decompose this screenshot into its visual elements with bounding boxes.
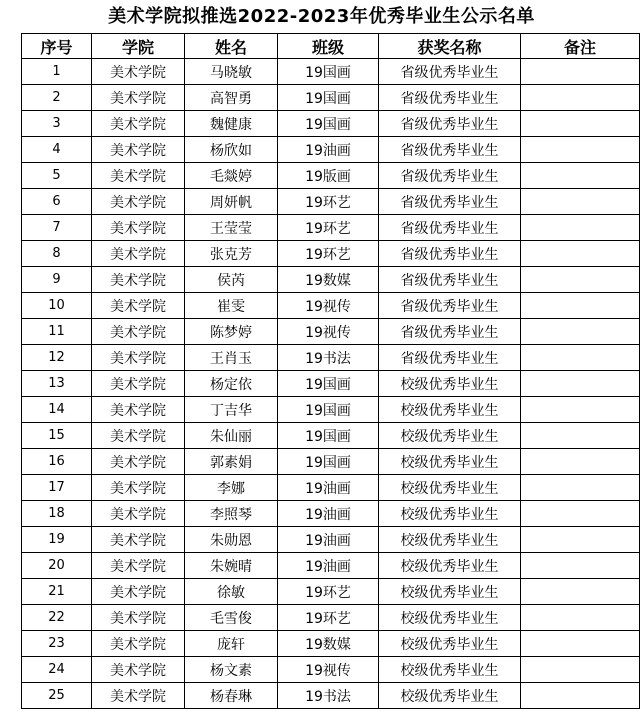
cell-name[interactable]: 朱婉晴: [185, 553, 278, 579]
cell-no[interactable]: 6: [22, 189, 92, 215]
cell-note[interactable]: [521, 553, 640, 579]
cell-no[interactable]: 17: [22, 475, 92, 501]
cell-note[interactable]: [521, 449, 640, 475]
cell-no[interactable]: 7: [22, 215, 92, 241]
cell-note[interactable]: [521, 215, 640, 241]
cell-note[interactable]: [521, 657, 640, 683]
cell-award[interactable]: 校级优秀毕业生: [379, 605, 521, 631]
cell-class[interactable]: 19国画: [278, 449, 379, 475]
cell-no[interactable]: 3: [22, 111, 92, 137]
cell-college[interactable]: 美术学院: [92, 189, 185, 215]
cell-name[interactable]: 侯芮: [185, 267, 278, 293]
cell-class[interactable]: 19国画: [278, 59, 379, 85]
cell-award[interactable]: 校级优秀毕业生: [379, 579, 521, 605]
cell-college[interactable]: 美术学院: [92, 371, 185, 397]
cell-college[interactable]: 美术学院: [92, 345, 185, 371]
cell-note[interactable]: [521, 475, 640, 501]
cell-award[interactable]: 省级优秀毕业生: [379, 137, 521, 163]
cell-college[interactable]: 美术学院: [92, 293, 185, 319]
cell-name[interactable]: 杨定依: [185, 371, 278, 397]
cell-class[interactable]: 19数媒: [278, 631, 379, 657]
table-row: [22, 501, 640, 527]
cell-note[interactable]: [521, 371, 640, 397]
cell-name[interactable]: 周妍帆: [185, 189, 278, 215]
cell-name[interactable]: 毛雪俊: [185, 605, 278, 631]
cell-class[interactable]: 19版画: [278, 163, 379, 189]
cell-award[interactable]: 省级优秀毕业生: [379, 85, 521, 111]
header-class: 班级: [278, 34, 379, 59]
cell-note[interactable]: [521, 501, 640, 527]
cell-college[interactable]: 美术学院: [92, 397, 185, 423]
cell-no[interactable]: 24: [22, 657, 92, 683]
cell-class[interactable]: 19国画: [278, 423, 379, 449]
cell-award[interactable]: 省级优秀毕业生: [379, 241, 521, 267]
cell-award[interactable]: 省级优秀毕业生: [379, 59, 521, 85]
cell-college[interactable]: 美术学院: [92, 631, 185, 657]
cell-class[interactable]: 19视传: [278, 293, 379, 319]
cell-note[interactable]: [521, 579, 640, 605]
table-row: [22, 475, 640, 501]
table-row: [22, 215, 640, 241]
table-row: [22, 527, 640, 553]
cell-award[interactable]: 省级优秀毕业生: [379, 267, 521, 293]
table-row: [22, 59, 640, 85]
cell-class[interactable]: 19油画: [278, 501, 379, 527]
table-row: [22, 397, 640, 423]
table-row: [22, 241, 640, 267]
cell-college[interactable]: 美术学院: [92, 605, 185, 631]
cell-college[interactable]: 美术学院: [92, 423, 185, 449]
table-row: [22, 605, 640, 631]
cell-note[interactable]: [521, 189, 640, 215]
cell-name[interactable]: 陈梦婷: [185, 319, 278, 345]
cell-name[interactable]: 李照琴: [185, 501, 278, 527]
cell-name[interactable]: 李娜: [185, 475, 278, 501]
cell-award[interactable]: 校级优秀毕业生: [379, 475, 521, 501]
table-row: [22, 267, 640, 293]
cell-note[interactable]: [521, 319, 640, 345]
table-row: [22, 371, 640, 397]
cell-note[interactable]: [521, 241, 640, 267]
cell-no[interactable]: 18: [22, 501, 92, 527]
cell-college[interactable]: 美术学院: [92, 111, 185, 137]
cell-no[interactable]: 16: [22, 449, 92, 475]
cell-note[interactable]: [521, 59, 640, 85]
cell-name[interactable]: 王莹莹: [185, 215, 278, 241]
cell-no[interactable]: 14: [22, 397, 92, 423]
cell-no[interactable]: 11: [22, 319, 92, 345]
table-row: [22, 163, 640, 189]
cell-no[interactable]: 15: [22, 423, 92, 449]
cell-class[interactable]: 19环艺: [278, 189, 379, 215]
cell-college[interactable]: 美术学院: [92, 59, 185, 85]
cell-name[interactable]: 丁吉华: [185, 397, 278, 423]
cell-no[interactable]: 4: [22, 137, 92, 163]
cell-class[interactable]: 19书法: [278, 345, 379, 371]
cell-name[interactable]: 崔雯: [185, 293, 278, 319]
cell-college[interactable]: 美术学院: [92, 553, 185, 579]
cell-college[interactable]: 美术学院: [92, 579, 185, 605]
cell-no[interactable]: 23: [22, 631, 92, 657]
cell-class[interactable]: 19环艺: [278, 605, 379, 631]
cell-note[interactable]: [521, 631, 640, 657]
cell-class[interactable]: 19国画: [278, 111, 379, 137]
cell-award[interactable]: 校级优秀毕业生: [379, 631, 521, 657]
cell-no[interactable]: 21: [22, 579, 92, 605]
table-row: [22, 85, 640, 111]
cell-award[interactable]: 省级优秀毕业生: [379, 215, 521, 241]
cell-note[interactable]: [521, 605, 640, 631]
cell-name[interactable]: 张克芳: [185, 241, 278, 267]
cell-name[interactable]: 杨春琳: [185, 683, 278, 709]
sheet-title: 美术学院拟推选2022-2023年优秀毕业生公示名单: [108, 6, 535, 27]
table-row: [22, 423, 640, 449]
cell-class[interactable]: 19油画: [278, 553, 379, 579]
header-row: [22, 34, 640, 59]
cell-no[interactable]: 22: [22, 605, 92, 631]
cell-no[interactable]: 1: [22, 59, 92, 85]
cell-award[interactable]: 校级优秀毕业生: [379, 683, 521, 709]
cell-award[interactable]: 省级优秀毕业生: [379, 319, 521, 345]
cell-college[interactable]: 美术学院: [92, 475, 185, 501]
table-row: [22, 657, 640, 683]
cell-note[interactable]: [521, 293, 640, 319]
cell-award[interactable]: 校级优秀毕业生: [379, 423, 521, 449]
cell-name[interactable]: 杨欣如: [185, 137, 278, 163]
cell-no[interactable]: 25: [22, 683, 92, 709]
cell-name[interactable]: 毛燚婷: [185, 163, 278, 189]
header-college: 学院: [92, 34, 185, 59]
cell-award[interactable]: 校级优秀毕业生: [379, 501, 521, 527]
cell-award[interactable]: 省级优秀毕业生: [379, 345, 521, 371]
cell-college[interactable]: 美术学院: [92, 319, 185, 345]
graduate-table: [21, 33, 640, 709]
cell-name[interactable]: 杨文素: [185, 657, 278, 683]
cell-note[interactable]: [521, 85, 640, 111]
cell-name[interactable]: 朱勋恩: [185, 527, 278, 553]
header-note: 备注: [521, 34, 640, 59]
cell-class[interactable]: 19油画: [278, 137, 379, 163]
cell-award[interactable]: 省级优秀毕业生: [379, 111, 521, 137]
cell-note[interactable]: [521, 527, 640, 553]
cell-note[interactable]: [521, 423, 640, 449]
cell-class[interactable]: 19油画: [278, 475, 379, 501]
cell-no[interactable]: 2: [22, 85, 92, 111]
header-award: 获奖名称: [379, 34, 521, 59]
cell-college[interactable]: 美术学院: [92, 683, 185, 709]
table-row: [22, 631, 640, 657]
cell-note[interactable]: [521, 683, 640, 709]
cell-class[interactable]: 19油画: [278, 527, 379, 553]
cell-college[interactable]: 美术学院: [92, 163, 185, 189]
table-row: [22, 683, 640, 709]
cell-class[interactable]: 19国画: [278, 371, 379, 397]
cell-name[interactable]: 朱仙丽: [185, 423, 278, 449]
cell-class[interactable]: 19环艺: [278, 579, 379, 605]
table-row: [22, 189, 640, 215]
cell-name[interactable]: 高智勇: [185, 85, 278, 111]
cell-class[interactable]: 19书法: [278, 683, 379, 709]
table-row: [22, 553, 640, 579]
cell-no[interactable]: 20: [22, 553, 92, 579]
cell-note[interactable]: [521, 163, 640, 189]
cell-note[interactable]: [521, 111, 640, 137]
header-name: 姓名: [185, 34, 278, 59]
cell-award[interactable]: 省级优秀毕业生: [379, 293, 521, 319]
cell-class[interactable]: 19视传: [278, 319, 379, 345]
table-row: [22, 579, 640, 605]
cell-college[interactable]: 美术学院: [92, 267, 185, 293]
cell-no[interactable]: 5: [22, 163, 92, 189]
cell-college[interactable]: 美术学院: [92, 137, 185, 163]
cell-class[interactable]: 19环艺: [278, 215, 379, 241]
cell-college[interactable]: 美术学院: [92, 241, 185, 267]
cell-award[interactable]: 校级优秀毕业生: [379, 449, 521, 475]
table-row: [22, 293, 640, 319]
header-no: 序号: [22, 34, 92, 59]
cell-no[interactable]: 10: [22, 293, 92, 319]
table-row: [22, 449, 640, 475]
cell-note[interactable]: [521, 137, 640, 163]
cell-class[interactable]: 19国画: [278, 397, 379, 423]
cell-class[interactable]: 19数媒: [278, 267, 379, 293]
table-row: [22, 345, 640, 371]
cell-award[interactable]: 省级优秀毕业生: [379, 189, 521, 215]
cell-no[interactable]: 9: [22, 267, 92, 293]
cell-college[interactable]: 美术学院: [92, 215, 185, 241]
cell-note[interactable]: [521, 397, 640, 423]
table-row: [22, 319, 640, 345]
cell-class[interactable]: 19视传: [278, 657, 379, 683]
cell-class[interactable]: 19环艺: [278, 241, 379, 267]
cell-award[interactable]: 校级优秀毕业生: [379, 527, 521, 553]
cell-no[interactable]: 12: [22, 345, 92, 371]
cell-award[interactable]: 校级优秀毕业生: [379, 371, 521, 397]
cell-college[interactable]: 美术学院: [92, 657, 185, 683]
cell-name[interactable]: 郭素娟: [185, 449, 278, 475]
cell-college[interactable]: 美术学院: [92, 449, 185, 475]
table-row: [22, 137, 640, 163]
table-row: [22, 111, 640, 137]
cell-college[interactable]: 美术学院: [92, 85, 185, 111]
cell-award[interactable]: 省级优秀毕业生: [379, 163, 521, 189]
cell-award[interactable]: 校级优秀毕业生: [379, 553, 521, 579]
cell-class[interactable]: 19国画: [278, 85, 379, 111]
cell-no[interactable]: 19: [22, 527, 92, 553]
cell-note[interactable]: [521, 267, 640, 293]
cell-no[interactable]: 8: [22, 241, 92, 267]
cell-name[interactable]: 徐敏: [185, 579, 278, 605]
cell-college[interactable]: 美术学院: [92, 527, 185, 553]
table-body: [22, 59, 640, 709]
cell-name[interactable]: 马晓敏: [185, 59, 278, 85]
cell-name[interactable]: 王肖玉: [185, 345, 278, 371]
cell-no[interactable]: 13: [22, 371, 92, 397]
cell-name[interactable]: 魏健康: [185, 111, 278, 137]
cell-award[interactable]: 校级优秀毕业生: [379, 397, 521, 423]
cell-college[interactable]: 美术学院: [92, 501, 185, 527]
cell-note[interactable]: [521, 345, 640, 371]
cell-name[interactable]: 庞轩: [185, 631, 278, 657]
cell-award[interactable]: 校级优秀毕业生: [379, 657, 521, 683]
